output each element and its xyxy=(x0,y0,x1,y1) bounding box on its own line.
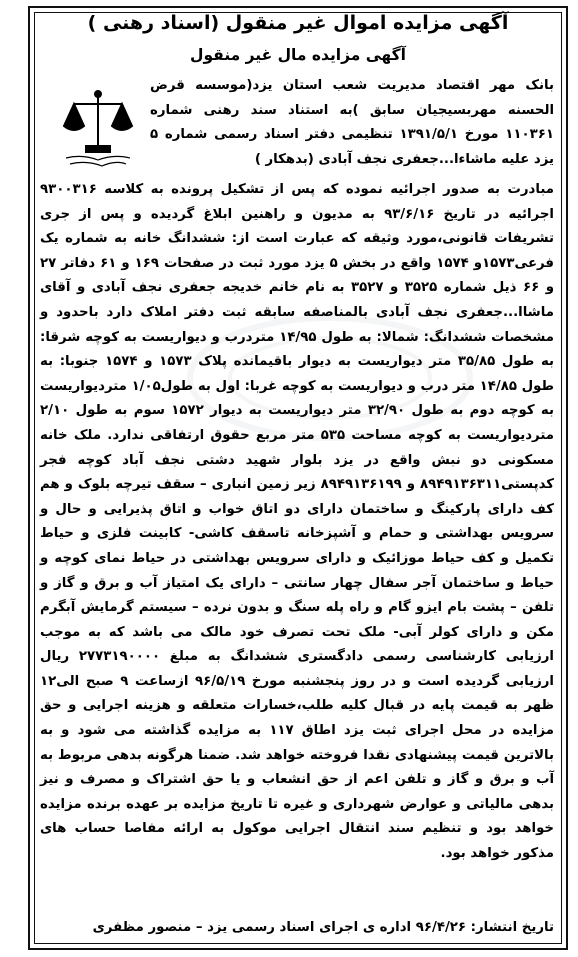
notice-subtitle: آگهی مزایده مال غیر منقول xyxy=(190,46,406,64)
notice-intro-paragraph: بانک مهر اقتصاد مدیریت شعب استان یزد(موسسه قرض الحسنه مهربسیجیان سابق )به استناد سند رهنی شماره ۱۱۰۳۶۱ مورخ ۱۳۹۱/۵/۱ تنظیمی دفتر اسناد رسمی شماره ۵ یزد علیه ماشاءا...جعفری نجف آبادی (بدهکار ) xyxy=(150,78,554,167)
notice-body-paragraph: مبادرت به صدور اجرائیه نموده که پس از تشکیل پرونده به کلاسه ۹۳۰۰۳۱۶ اجرائیه در تاریخ ۹۳/۶/۱۶ به مدیون و راهنین ابلاغ گردیده و پس از جری تشریفات قانونی،مورد وثیقه که عبارت است از: ششدانگ خانه به شماره یک فرعی۱۵۷۳و ۱۵۷۴ واقع در بخش ۵ یزد مورد ثبت در صفحات ۱۶۹ و ۶۱ دفاتر ۲۷ و ۶۶ ذیل شماره ۳۵۲۵ و ۳۵۲۷ به نام خانم خدیجه جعفری نجف آبادی و آقای ماشاا...جعفری نجف آبادی بالمناصفه سابقه ثبت دفتر املاک دارد باحدود و مشخصات ششدانگ: شمالا: به طول ۱۴/۹۵ متردرب و دیواریست به کوچه شرقا: به طول ۳۵/۸۵ متر دیواریست به دیوار باقیمانده پلاک ۱۵۷۳ و ۱۵۷۴ جنوبا: به طول ۱۴/۸۵ متر درب و دیواریست به کوچه غربا: اول به طول۱/۰۵ متردیواریست به کوچه دوم به طول ۳۲/۹۰ متر دیواریست به دیوار ۱۵۷۲ سوم به طول ۲/۱۰ متردیواریست به کوچه مساحت ۵۳۵ متر مربع حقوق ارتفاقی ندارد. ملک خانه مسکونی دو نبش واقع در یزد بلوار شهید دشتی نجف آباد کوچه فجر کدپستی۸۹۴۹۱۳۶۳۱۱ و ۸۹۴۹۱۳۶۱۹۹ زیر زمین انباری – سقف تیرچه بلوک و هم کف دارای پارکینگ و ساختمان دارای دو اتاق خواب و اتاق پذیرایی و حال و سرویس بهداشتی و حمام و آشپزخانه تاسقف کاشی- کابینت فلزی و حیاط تکمیل و کف حیاط موزائیک و دارای سرویس بهداشتی در حیاط نمای کوچه و حیاط و ساختمان آجر سفال چهار سانتی – دارای یک امتیاز آب و برق و گاز و تلفن – پشت بام ایزو گام و راه پله سنگ و بدون نرده – سیستم گرمایش آبگرم مکن و دارای کولر آبی- ملک تحت تصرف خود مالک می باشد که به موجب ارزیابی کارشناسی رسمی دادگستری ششدانگ به مبلغ ۲۷۷۳۱۹۰۰۰۰ ریال ارزیابی گردیده است و در روز پنجشنبه مورخ ۹۶/۵/۱۹ ازساعت ۹ صبح الی۱۲ ظهر به قیمت پایه در قبال کلیه طلب،خسارات متعلقه و هزینه اجرایی و حق مزایده در محل اجرای ثبت یزد اطاق ۱۱۷ به مزایده گذاشته می شود و به بالاترین قیمت پیشنهادی نقدا فروخته خواهد شد. ضمنا هرگونه بدهی مربوط به آب و برق و گاز و تلفن اعم از حق انشعاب و یا حق اشتراک و مصرف و نیز بدهی مالیاتی و عوارض شهرداری و غیره تا تاریخ مزایده بر عهده برنده مزایده خواهد بود و تنظیم سند انتقال اجرایی موکول به ارائه مفاصا حساب های مذکور خواهد بود. xyxy=(40,182,555,862)
notice-footer: تاریخ انتشار: ۹۶/۴/۲۶ اداره ی اجرای اسناد رسمی یزد – منصور مظفری xyxy=(92,920,554,935)
notice-title: آگهی مزایده اموال غیر منقول (اسناد رهنی ) xyxy=(87,12,509,34)
notice-frame xyxy=(28,6,568,950)
scales-of-justice-emblem-icon xyxy=(52,88,144,170)
